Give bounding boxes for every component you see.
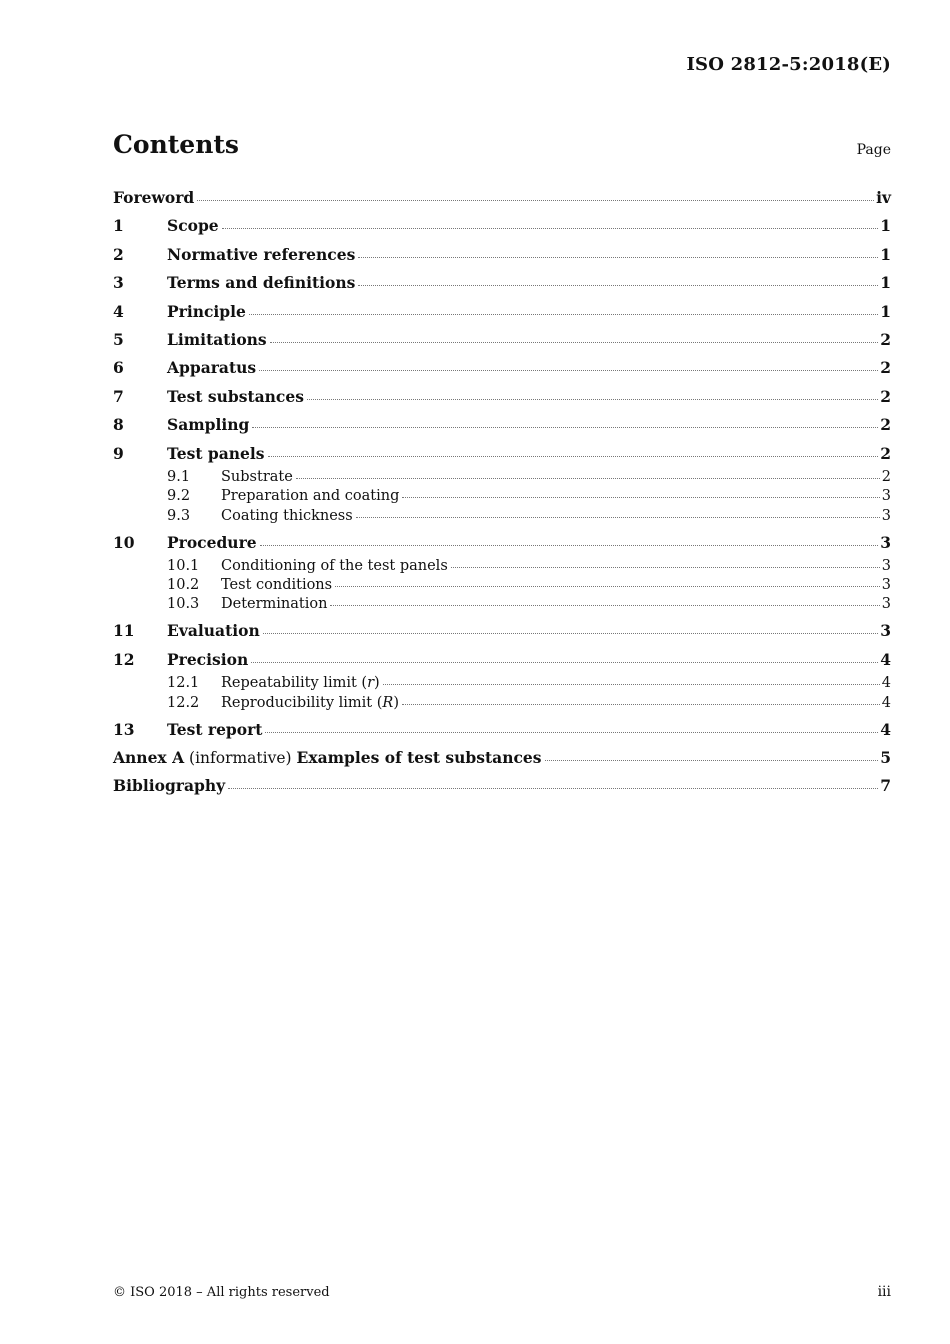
toc-entry-text: Sampling bbox=[167, 415, 250, 435]
toc-entry-page: 4 bbox=[880, 649, 891, 669]
toc-entry-text: Normative references bbox=[167, 244, 356, 264]
toc-entry-number: 12.2 bbox=[167, 694, 200, 711]
toc-entry-number: 10 bbox=[113, 532, 135, 552]
leader-dots bbox=[358, 285, 878, 286]
toc-entry-limitations[interactable] bbox=[113, 326, 891, 354]
text-part: ) bbox=[393, 694, 399, 711]
contents-title: Contents bbox=[113, 130, 240, 159]
toc-entry-text: Test conditions bbox=[221, 577, 333, 594]
toc-subentry-preparation-and-coating[interactable] bbox=[113, 487, 891, 506]
toc-entry-precision[interactable] bbox=[113, 646, 891, 674]
table-of-contents bbox=[113, 184, 891, 801]
toc-entry-text: Substrate bbox=[221, 468, 293, 485]
leader-dots bbox=[260, 545, 879, 546]
toc-entry-number: 12 bbox=[113, 649, 135, 669]
toc-entry-text: Test report bbox=[167, 719, 263, 739]
toc-entry-text: Apparatus bbox=[167, 358, 257, 378]
leader-dots bbox=[330, 605, 879, 606]
toc-entry-sampling[interactable] bbox=[113, 411, 891, 439]
toc-entry-text: Preparation and coating bbox=[221, 488, 400, 505]
toc-entry-page: 3 bbox=[881, 557, 891, 574]
toc-entry-text: Determination bbox=[221, 596, 328, 613]
leader-dots bbox=[402, 704, 880, 705]
toc-entry-number: 9.2 bbox=[167, 488, 191, 505]
toc-entry-page: 2 bbox=[880, 329, 891, 349]
toc-entry-number: 9.1 bbox=[167, 468, 191, 485]
toc-subentry-test-conditions[interactable] bbox=[113, 576, 891, 595]
toc-entry-number: 3 bbox=[113, 273, 124, 293]
toc-entry-number: 7 bbox=[113, 386, 124, 406]
annex-title: Examples of test substances bbox=[296, 747, 542, 767]
leader-dots bbox=[358, 257, 878, 258]
toc-entry-test-panels[interactable] bbox=[113, 440, 891, 468]
leader-dots bbox=[268, 456, 879, 457]
toc-entry-page: 3 bbox=[880, 532, 891, 552]
leader-dots bbox=[251, 662, 878, 663]
toc-entry-text bbox=[221, 694, 399, 713]
toc-entry-apparatus[interactable] bbox=[113, 354, 891, 382]
toc-entry-number: 11 bbox=[113, 621, 135, 641]
toc-entry-text: Scope bbox=[167, 216, 219, 236]
toc-entry-text: Precision bbox=[167, 649, 249, 669]
toc-entry-text: Foreword bbox=[113, 188, 195, 207]
leader-dots bbox=[307, 399, 878, 400]
symbol-r: r bbox=[367, 675, 374, 692]
annex-label: Annex A bbox=[113, 747, 185, 767]
leader-dots bbox=[451, 567, 880, 568]
toc-entry-number: 9.3 bbox=[167, 507, 191, 524]
toc-entry-principle[interactable] bbox=[113, 298, 891, 326]
toc-entry-number: 10.3 bbox=[167, 596, 200, 613]
toc-entry-text: Test substances bbox=[167, 386, 304, 406]
toc-entry-number: 10.1 bbox=[167, 557, 200, 574]
toc-entry-number: 6 bbox=[113, 358, 124, 378]
toc-entry-test-report[interactable] bbox=[113, 716, 891, 744]
toc-entry-scope[interactable] bbox=[113, 212, 891, 240]
toc-entry-text bbox=[113, 744, 542, 772]
toc-entry-text: Evaluation bbox=[167, 621, 260, 641]
toc-entry-text: Bibliography bbox=[113, 776, 226, 796]
toc-entry-number: 9 bbox=[113, 443, 124, 463]
toc-entry-annex-a[interactable] bbox=[113, 744, 891, 772]
toc-subentry-conditioning[interactable] bbox=[113, 557, 891, 576]
toc-entry-page: 2 bbox=[880, 443, 891, 463]
toc-entry-procedure[interactable] bbox=[113, 529, 891, 557]
toc-entry-page: 3 bbox=[881, 577, 891, 594]
leader-dots bbox=[252, 427, 878, 428]
toc-entry-page: 1 bbox=[880, 244, 891, 264]
page-number: iii bbox=[877, 1284, 891, 1300]
leader-dots bbox=[249, 314, 878, 315]
toc-entry-bibliography[interactable] bbox=[113, 772, 891, 800]
toc-entry-page: 2 bbox=[880, 415, 891, 435]
leader-dots bbox=[222, 228, 879, 229]
toc-entry-page: 2 bbox=[881, 468, 891, 485]
toc-entry-foreword[interactable] bbox=[113, 184, 891, 212]
toc-entry-text: Principle bbox=[167, 301, 246, 321]
leader-dots bbox=[356, 517, 880, 518]
toc-entry-terms-and-definitions[interactable] bbox=[113, 269, 891, 297]
toc-entry-text bbox=[221, 674, 380, 693]
leader-dots bbox=[270, 342, 879, 343]
toc-entry-test-substances[interactable] bbox=[113, 383, 891, 411]
toc-entry-number: 13 bbox=[113, 719, 135, 739]
symbol-R: R bbox=[382, 694, 394, 711]
toc-entry-page: 2 bbox=[880, 386, 891, 406]
toc-entry-page: 2 bbox=[880, 358, 891, 378]
leader-dots bbox=[383, 684, 880, 685]
toc-entry-number: 8 bbox=[113, 415, 124, 435]
leader-dots bbox=[228, 788, 878, 789]
leader-dots bbox=[545, 760, 879, 761]
leader-dots bbox=[296, 478, 880, 479]
toc-entry-number: 10.2 bbox=[167, 577, 200, 594]
leader-dots bbox=[197, 200, 874, 201]
toc-entry-page: 1 bbox=[880, 301, 891, 321]
toc-subentry-repeatability-limit[interactable] bbox=[113, 674, 891, 693]
toc-entry-text: Terms and definitions bbox=[167, 273, 356, 293]
toc-entry-page: 7 bbox=[880, 776, 891, 796]
document-id: ISO 2812-5:2018(E) bbox=[686, 54, 891, 75]
toc-subentry-determination[interactable] bbox=[113, 595, 891, 617]
toc-subentry-reproducibility-limit[interactable] bbox=[113, 694, 891, 716]
toc-entry-text: Coating thickness bbox=[221, 507, 353, 524]
toc-entry-page: 5 bbox=[880, 747, 891, 767]
page-column-label: Page bbox=[856, 142, 891, 158]
toc-entry-page: 4 bbox=[880, 719, 891, 739]
toc-entry-page: 3 bbox=[881, 488, 891, 505]
toc-entry-page: 3 bbox=[880, 621, 891, 641]
toc-entry-text: Test panels bbox=[167, 443, 265, 463]
toc-entry-number: 4 bbox=[113, 301, 124, 321]
toc-entry-page: iv bbox=[876, 188, 891, 207]
leader-dots bbox=[265, 732, 878, 733]
text-part: ) bbox=[374, 675, 380, 692]
leader-dots bbox=[402, 497, 879, 498]
toc-entry-number: 1 bbox=[113, 216, 124, 236]
text-part: Repeatability limit ( bbox=[221, 675, 368, 692]
leader-dots bbox=[259, 370, 878, 371]
toc-entry-text: Conditioning of the test panels bbox=[221, 557, 448, 574]
toc-entry-page: 4 bbox=[881, 694, 891, 711]
annex-kind: (informative) bbox=[184, 748, 297, 767]
toc-entry-page: 1 bbox=[880, 273, 891, 293]
toc-entry-text: Limitations bbox=[167, 329, 267, 349]
toc-entry-number: 12.1 bbox=[167, 675, 200, 692]
toc-entry-number: 5 bbox=[113, 329, 124, 349]
copyright-notice: © ISO 2018 – All rights reserved bbox=[113, 1285, 330, 1300]
leader-dots bbox=[263, 633, 878, 634]
leader-dots bbox=[335, 586, 880, 587]
toc-subentry-substrate[interactable] bbox=[113, 468, 891, 487]
toc-entry-page: 4 bbox=[881, 675, 891, 692]
toc-entry-text: Procedure bbox=[167, 532, 257, 552]
toc-entry-normative-references[interactable] bbox=[113, 241, 891, 269]
toc-entry-evaluation[interactable] bbox=[113, 617, 891, 645]
toc-entry-page: 3 bbox=[881, 507, 891, 524]
toc-entry-number: 2 bbox=[113, 244, 124, 264]
toc-subentry-coating-thickness[interactable] bbox=[113, 507, 891, 529]
text-part: Reproducibility limit ( bbox=[221, 694, 383, 711]
toc-entry-page: 3 bbox=[881, 596, 891, 613]
toc-entry-page: 1 bbox=[880, 216, 891, 236]
